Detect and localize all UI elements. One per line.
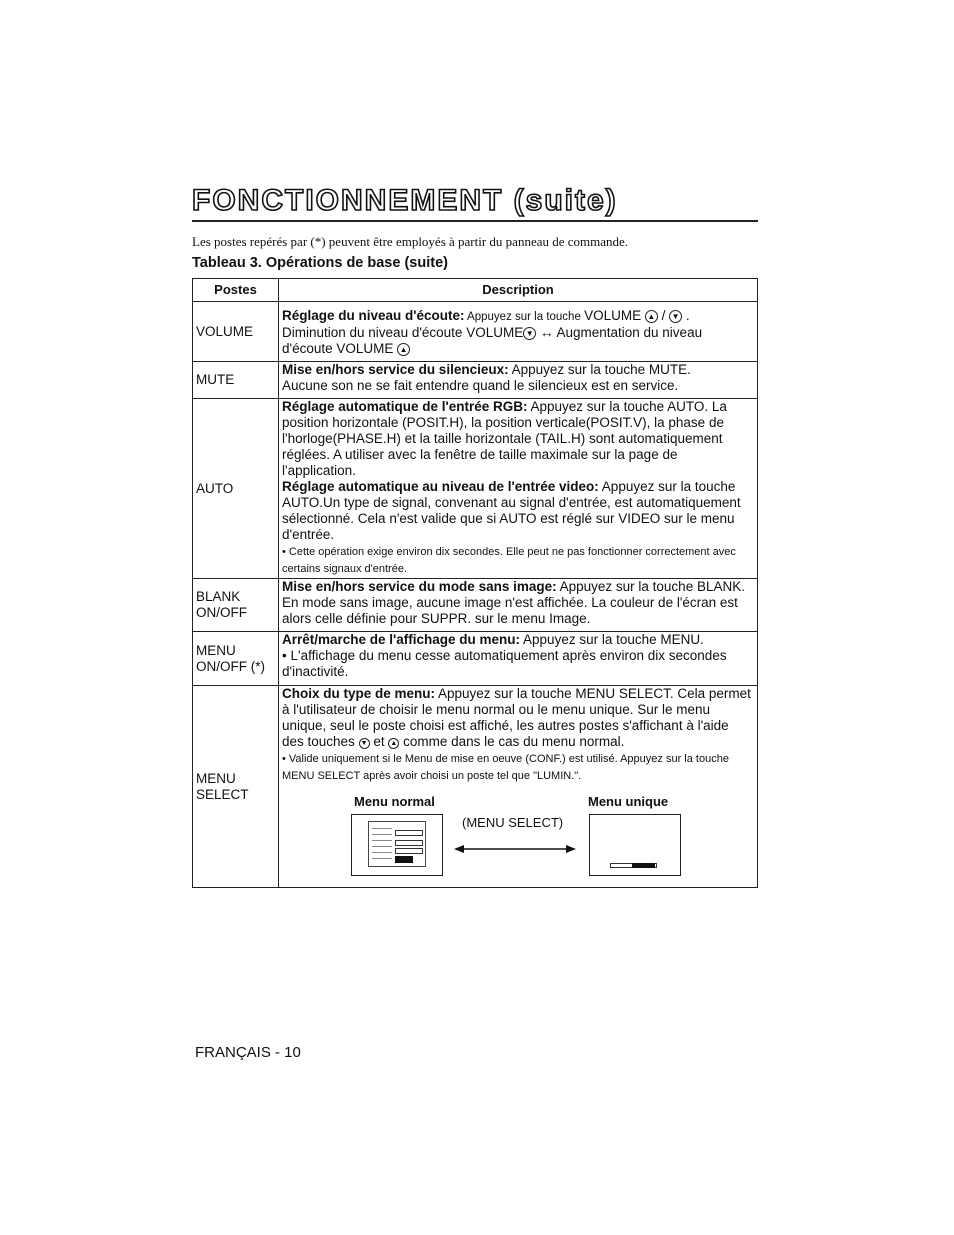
row-desc-blank	[279, 579, 758, 632]
table-caption: Tableau 3. Opérations de base (suite)	[192, 255, 448, 271]
row-item-volume: VOLUME	[193, 302, 279, 362]
table-row	[193, 302, 758, 362]
operations-table	[192, 278, 758, 888]
menu-select-diagram	[282, 794, 754, 886]
desc-lead: Réglage automatique au niveau de l'entrée video:	[282, 479, 599, 494]
desc-text: Appuyez sur la touche AUTO. La position horizontale (POSIT.H), la position verticale(POSIT.V), la phase de l'horloge(PHASE.H) et la taille horizontale (TAIL.H) sont automatiquement réglées. A utiliser avec la fenêtre de taille maximale sur la page de l'application.	[282, 399, 727, 478]
desc-lead: Réglage automatique de l'entrée RGB:	[282, 399, 528, 414]
desc-text: Appuyez sur la touche MENU.	[520, 632, 704, 647]
volume-down-icon: ▼	[523, 327, 536, 340]
row-item-menu	[193, 632, 279, 686]
normal-menu-screen	[351, 814, 443, 876]
table-row	[193, 579, 758, 632]
row-desc-menu-select	[279, 686, 758, 888]
desc-note: • Cette opération exige environ dix secondes. Elle peut ne pas fonctionner correctement avec certains signaux d'entrée.	[282, 546, 736, 575]
item-label: BLANK	[196, 589, 241, 604]
row-desc-mute	[279, 362, 758, 399]
row-desc-volume	[279, 302, 758, 362]
desc-text: Appuyez sur la touche BLANK. En mode sans image, aucune image n'est affichée. La couleur de l'écran est alors celle définie pour SUPPR. sur le menu Image.	[282, 579, 745, 626]
desc-text: ↔ Augmentation du niveau d'écoute VOLUME	[282, 325, 703, 356]
row-desc-auto	[279, 399, 758, 579]
page-title-bar	[192, 182, 758, 222]
table-row	[193, 362, 758, 399]
desc-text: Appuyez sur la touche MENU SELECT. Cela permet à l'utilisateur de choisir le menu normal ou le menu unique. Sur le menu unique, seul le poste choisi est affiché, les autres postes s'affichant à l'aide des touches	[282, 686, 751, 749]
desc-text: Aucune son ne se fait entendre quand le silencieux est en service.	[282, 378, 679, 393]
table-row	[193, 632, 758, 686]
item-label: MENU	[196, 770, 236, 786]
volume-up-icon: ▲	[397, 343, 410, 356]
page-title: FONCTIONNEMENT (suite)	[192, 184, 618, 217]
desc-lead: Mise en/hors service du silencieux:	[282, 362, 509, 377]
header-postes: Postes	[193, 279, 279, 302]
desc-text: • L'affichage du menu cesse automatiquement après environ dix secondes d'inactivité.	[282, 648, 727, 679]
desc-text: VOLUME	[584, 308, 645, 323]
unique-menu-screen	[589, 814, 681, 876]
table-header-row	[193, 279, 758, 302]
item-label: ON/OFF	[196, 605, 247, 620]
table-row	[193, 399, 758, 579]
volume-down-icon: ▼	[669, 310, 682, 323]
row-item-mute: MUTE	[193, 362, 279, 399]
normal-menu-thumbnail	[368, 821, 426, 867]
desc-lead: Réglage du niveau d'écoute:	[282, 308, 465, 323]
desc-text: comme dans le cas du menu normal.	[399, 734, 625, 749]
row-item-auto: AUTO	[193, 399, 279, 579]
volume-up-icon: ▲	[645, 310, 658, 323]
item-label: MENU	[196, 642, 236, 658]
up-arrow-icon: ▲	[388, 738, 399, 749]
desc-text: Appuyez sur la touche AUTO.Un type de signal, convenant au signal d'entrée, est automatiquement sélectionné. Cela n'est valide que si AUTO est réglé sur VIDEO sur le menu d'entrée.	[282, 479, 741, 542]
desc-text: Appuyez sur la touche	[464, 311, 585, 323]
menu-select-label: (MENU SELECT)	[462, 815, 564, 830]
desc-text: .	[682, 308, 690, 323]
menu-normal-label: Menu normal	[354, 794, 435, 809]
desc-note: • Valide uniquement si le Menu de mise en oeuve (CONF.) est utilisé. Appuyez sur la touche MENU SELECT après avoir choisi un poste tel que "LUMIN.".	[282, 753, 729, 782]
desc-text: et	[369, 734, 389, 749]
item-label: ON/OFF (*)	[196, 658, 265, 674]
desc-lead: Arrêt/marche de l'affichage du menu:	[282, 632, 521, 647]
item-label: SELECT	[196, 786, 249, 802]
intro-text: Les postes repérés par (*) peuvent être employés à partir du panneau de commande.	[192, 234, 629, 249]
unique-menu-fill	[632, 863, 655, 868]
double-arrow-icon	[454, 844, 576, 854]
row-desc-menu	[279, 632, 758, 686]
desc-text: Diminution du niveau d'écoute VOLUME	[282, 325, 524, 340]
desc-text: Appuyez sur la touche MUTE.	[508, 362, 691, 377]
row-item-blank	[193, 579, 279, 632]
desc-lead: Choix du type de menu:	[282, 686, 436, 701]
row-item-menu-select	[193, 686, 279, 888]
page-footer: FRANÇAIS - 10	[195, 1044, 301, 1061]
table-row	[193, 686, 758, 888]
menu-unique-label: Menu unique	[588, 794, 669, 809]
desc-lead: Mise en/hors service du mode sans image:	[282, 579, 557, 594]
down-arrow-icon: ▼	[359, 738, 370, 749]
desc-text: /	[657, 308, 670, 323]
header-description: Description	[279, 279, 758, 302]
